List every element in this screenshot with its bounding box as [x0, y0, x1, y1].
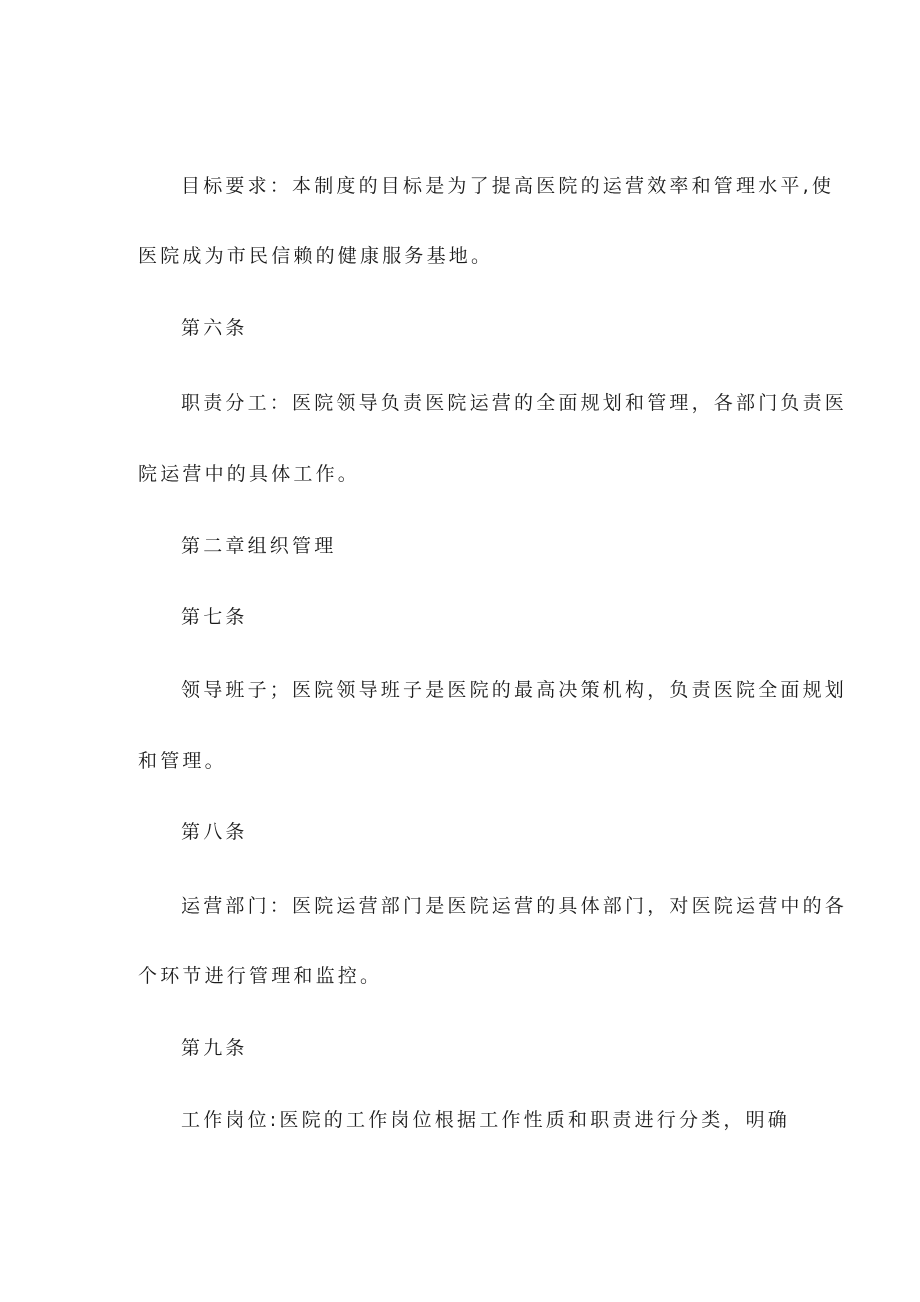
paragraph-operations-line-2: 个环节进行管理和监控。: [138, 965, 383, 987]
article-heading-7: 第七条: [181, 606, 248, 628]
paragraph-duties-line-2: 院运营中的具体工作。: [138, 463, 361, 485]
paragraph-duties-line-1: 职责分工：医院领导负责医院运营的全面规划和管理，各部门负责医: [181, 392, 848, 414]
article-heading-6: 第六条: [181, 317, 248, 339]
paragraph-goal-line-2: 医院成为市民信赖的健康服务基地。: [138, 245, 494, 267]
paragraph-positions-line-1: 工作岗位:医院的工作岗位根据工作性质和职责进行分类，明确: [181, 1109, 791, 1131]
paragraph-operations-line-1: 运营部门：医院运营部门是医院运营的具体部门，对医院运营中的各: [181, 895, 848, 917]
article-heading-8: 第八条: [181, 821, 248, 843]
paragraph-leadership-line-2: 和管理。: [138, 750, 227, 772]
chapter-heading-2: 第二章组织管理: [181, 535, 337, 557]
article-heading-9: 第九条: [181, 1037, 248, 1059]
paragraph-goal-line-1: 目标要求：本制度的目标是为了提高医院的运营效率和管理水平,使: [181, 175, 835, 197]
paragraph-leadership-line-1: 领导班子；医院领导班子是医院的最高决策机构，负责医院全面规划: [181, 679, 848, 701]
